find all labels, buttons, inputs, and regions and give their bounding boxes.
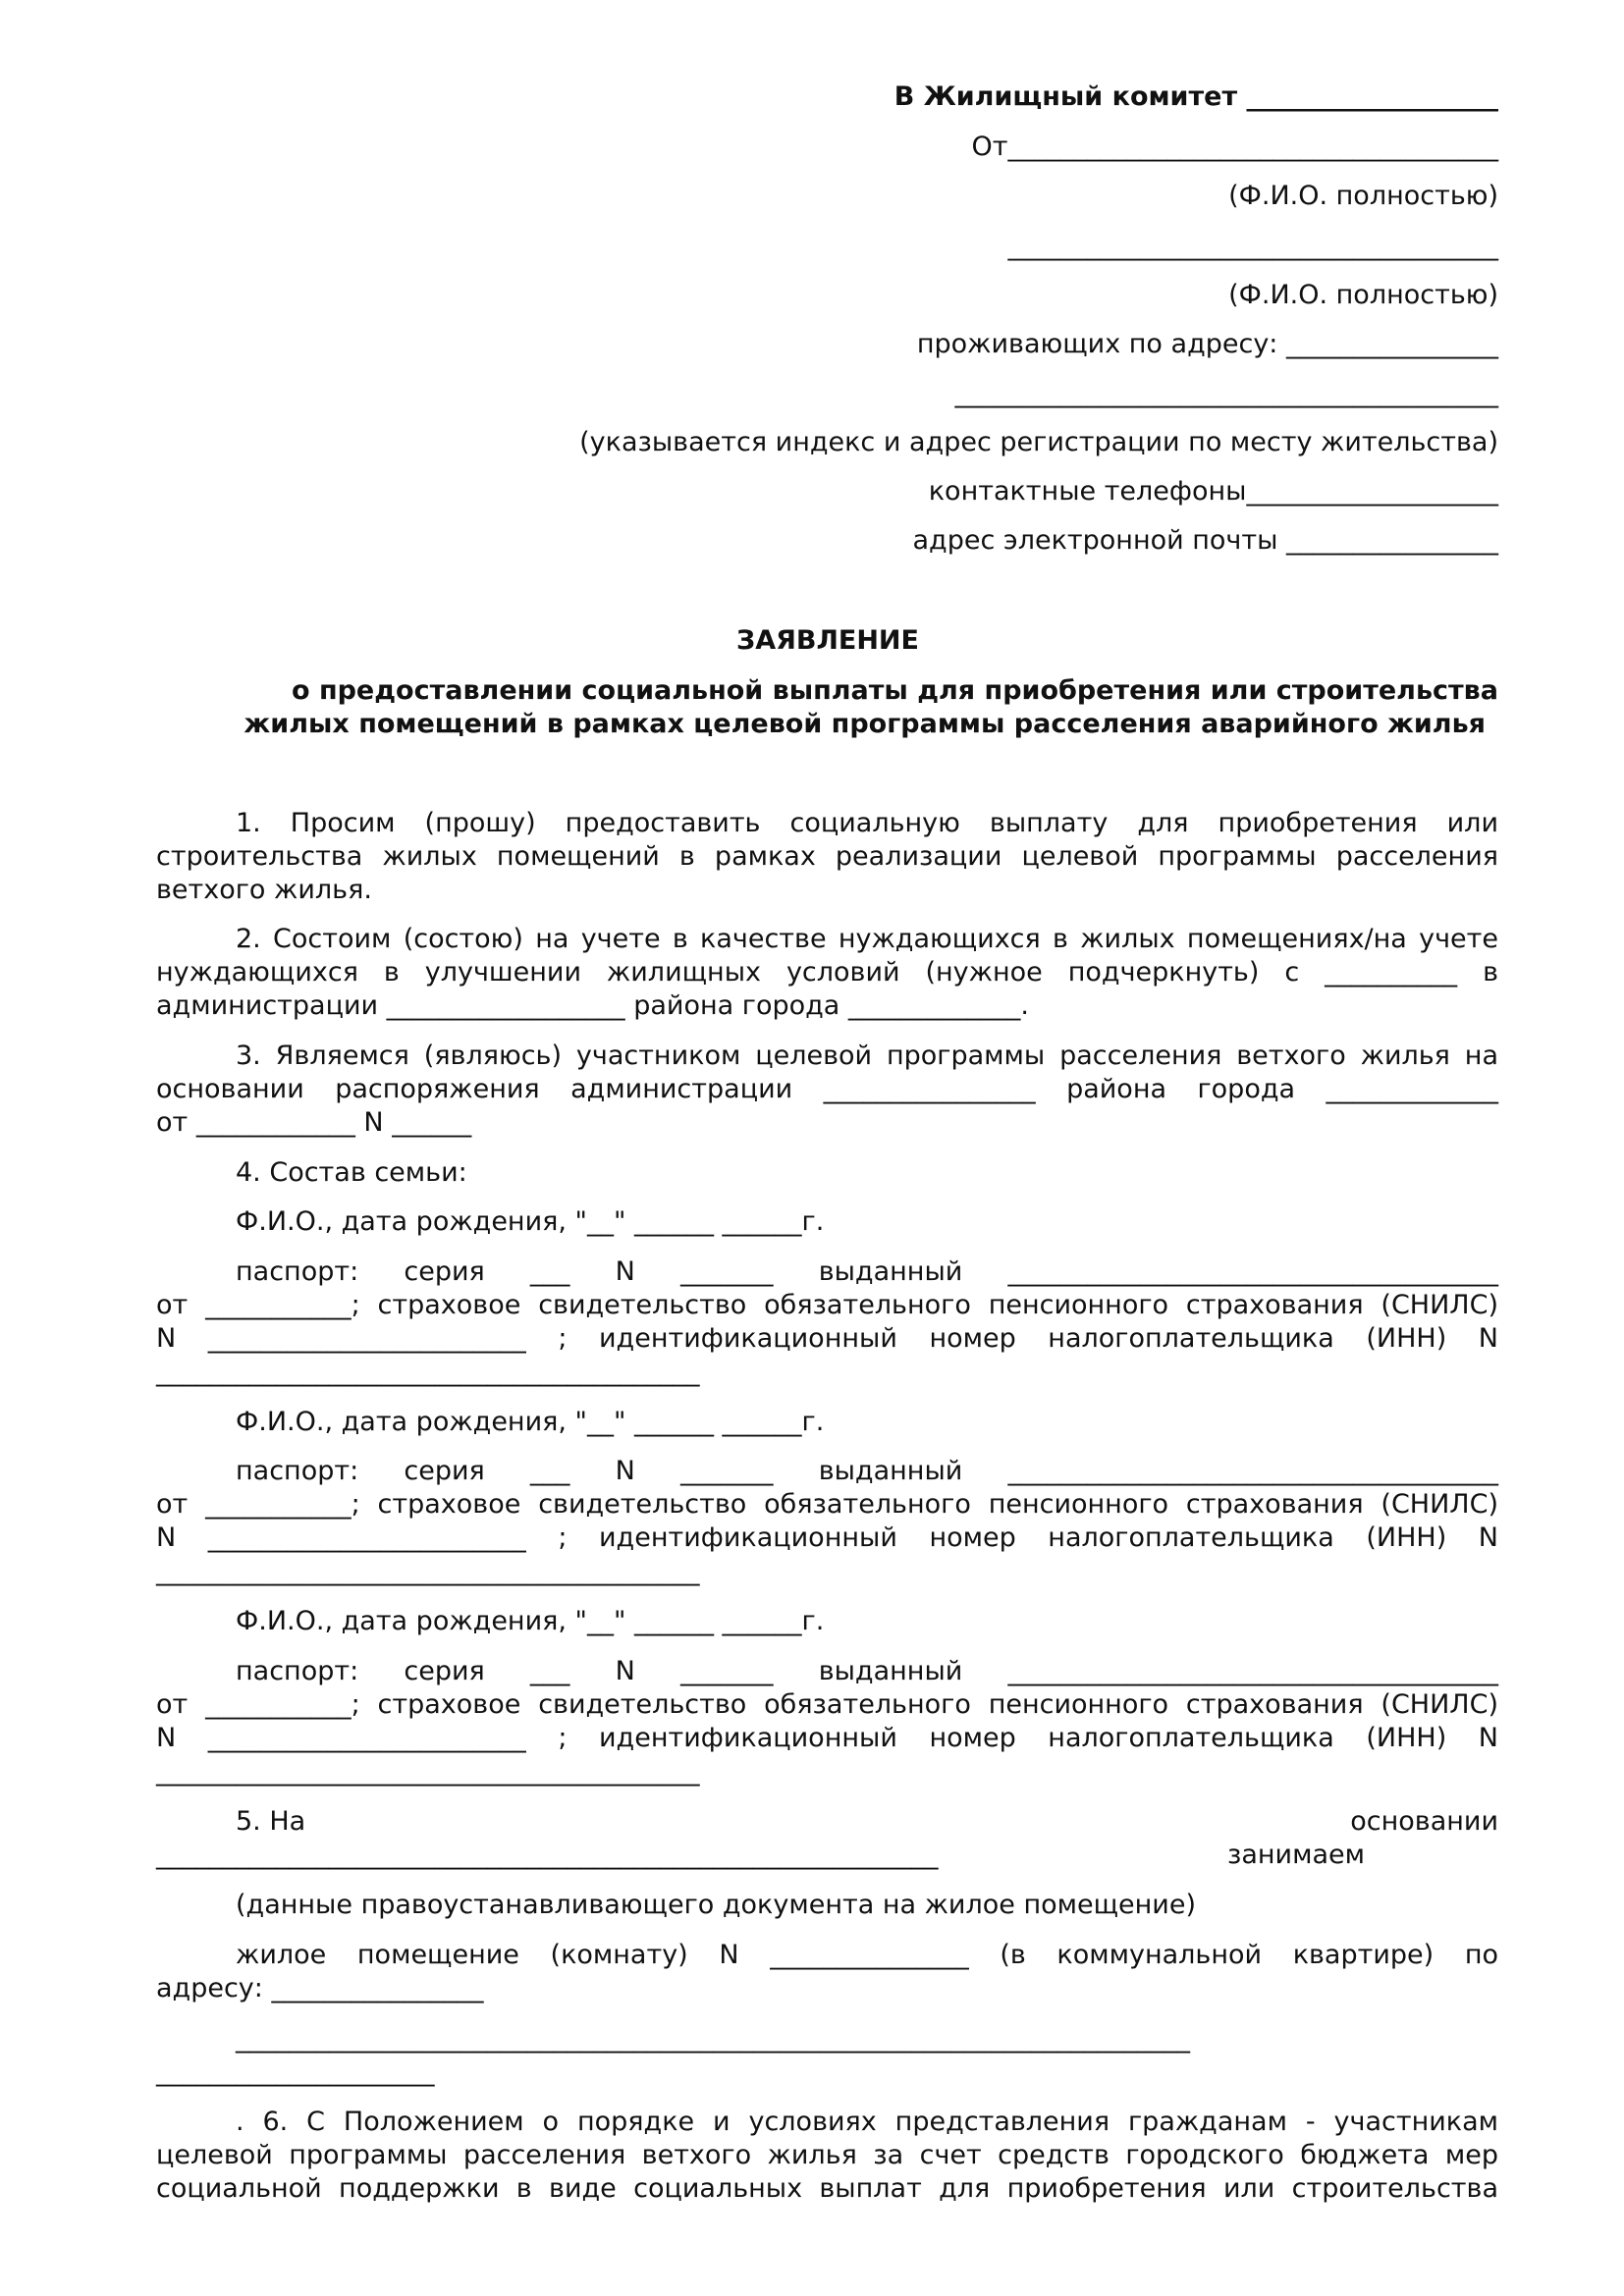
- fio-note-1: (Ф.И.О. полностью): [1228, 181, 1498, 211]
- member-3-line: _________________________________________: [156, 1756, 700, 1787]
- p3-line-3: от ____________ N ______: [156, 1107, 472, 1138]
- p3-line-2: основании распоряжения администрации ________________ района города _____________: [156, 1074, 1498, 1104]
- p1-line-1: 1. Просим (прошу) предоставить социальную выплату для приобретения или: [236, 808, 1498, 838]
- p5-blank-2: _____________________: [156, 2056, 435, 2087]
- subtitle-line-1: о предоставлении социальной выплаты для приобретения или строительства: [292, 675, 1498, 706]
- p5-room-2: адресу: ________________: [156, 1973, 484, 2003]
- p5-line-2-blank: ___________________________________________________________: [156, 1840, 939, 1870]
- member-1-inn: N ________________________ ; идентификационный номер налогоплательщика (ИНН) N: [156, 1323, 1498, 1354]
- addressee: В Жилищный комитет ___________________: [893, 81, 1498, 112]
- family-heading: 4. Состав семьи:: [236, 1157, 467, 1188]
- p2-line-2: нуждающихся в улучшении жилищных условий (нужное подчеркнуть) с __________ в: [156, 957, 1498, 988]
- p5-blank-1: ________________________________________________________________________: [236, 2023, 1190, 2054]
- email-line: адрес электронной почты ________________: [912, 525, 1498, 556]
- p5-line-1-start: 5. На: [236, 1806, 306, 1837]
- p2-line-3: администрации __________________ района города _____________.: [156, 990, 1029, 1021]
- member-2-snils: от ___________; страховое свидетельство обязательного пенсионного страхования (СНИЛС): [156, 1489, 1498, 1520]
- member-1-line: _________________________________________: [156, 1357, 700, 1387]
- member-1-snils: от ___________; страховое свидетельство обязательного пенсионного страхования (СНИЛС): [156, 1290, 1498, 1320]
- member-3-passport: паспорт: серия ___ N _______ выданный _____________________________________: [236, 1656, 1498, 1686]
- p5-note: (данные правоустанавливающего документа на жилое помещение): [236, 1890, 1196, 1920]
- document-title: ЗАЯВЛЕНИЕ: [736, 625, 919, 656]
- p1-line-3: ветхого жилья.: [156, 875, 372, 905]
- member-3-snils: от ___________; страховое свидетельство обязательного пенсионного страхования (СНИЛС): [156, 1689, 1498, 1720]
- member-3-fio: Ф.И.О., дата рождения, "__" ______ ______г.: [236, 1606, 825, 1636]
- blank-line-1: _____________________________________: [1007, 231, 1498, 261]
- member-2-inn: N ________________________ ; идентификационный номер налогоплательщика (ИНН) N: [156, 1522, 1498, 1553]
- member-2-line: _________________________________________: [156, 1556, 700, 1586]
- p3-line-1: 3. Являемся (являюсь) участником целевой программы расселения ветхого жилья на: [236, 1041, 1498, 1071]
- p6-line-2: целевой программы расселения ветхого жилья за счет средств городского бюджета мер: [156, 2140, 1498, 2170]
- p2-line-1: 2. Состоим (состою) на учете в качестве нуждающихся в жилых помещениях/на учете: [236, 924, 1498, 954]
- p6-line-1: . 6. С Положением о порядке и условиях представления гражданам - участникам: [236, 2107, 1498, 2137]
- member-2-passport: паспорт: серия ___ N _______ выданный _____________________________________: [236, 1456, 1498, 1486]
- member-1-passport: паспорт: серия ___ N _______ выданный _____________________________________: [236, 1256, 1498, 1287]
- fio-note-2: (Ф.И.О. полностью): [1228, 280, 1498, 310]
- address-blank: _________________________________________: [954, 378, 1498, 408]
- p5-line-2-end: занимаем: [1227, 1840, 1365, 1870]
- member-1-fio: Ф.И.О., дата рождения, "__" ______ ______г.: [236, 1206, 825, 1237]
- phones-line: контактные телефоны___________________: [928, 476, 1498, 507]
- member-3-inn: N ________________________ ; идентификационный номер налогоплательщика (ИНН) N: [156, 1723, 1498, 1753]
- p5-line-1-end: основании: [1350, 1806, 1498, 1837]
- p6-line-3: социальной поддержки в виде социальных выплат для приобретения или строительства: [156, 2173, 1498, 2204]
- p1-line-2: строительства жилых помещений в рамках реализации целевой программы расселения: [156, 841, 1498, 872]
- p5-room-1: жилое помещение (комнату) N _______________ (в коммунальной квартире) по: [236, 1940, 1498, 1970]
- address-line: проживающих по адресу: ________________: [916, 329, 1498, 359]
- from-line: От_____________________________________: [971, 132, 1498, 162]
- address-note: (указывается индекс и адрес регистрации по месту жительства): [579, 427, 1498, 457]
- subtitle-line-2: жилых помещений в рамках целевой программы расселения аварийного жилья: [244, 709, 1486, 739]
- member-2-fio: Ф.И.О., дата рождения, "__" ______ ______г.: [236, 1407, 825, 1437]
